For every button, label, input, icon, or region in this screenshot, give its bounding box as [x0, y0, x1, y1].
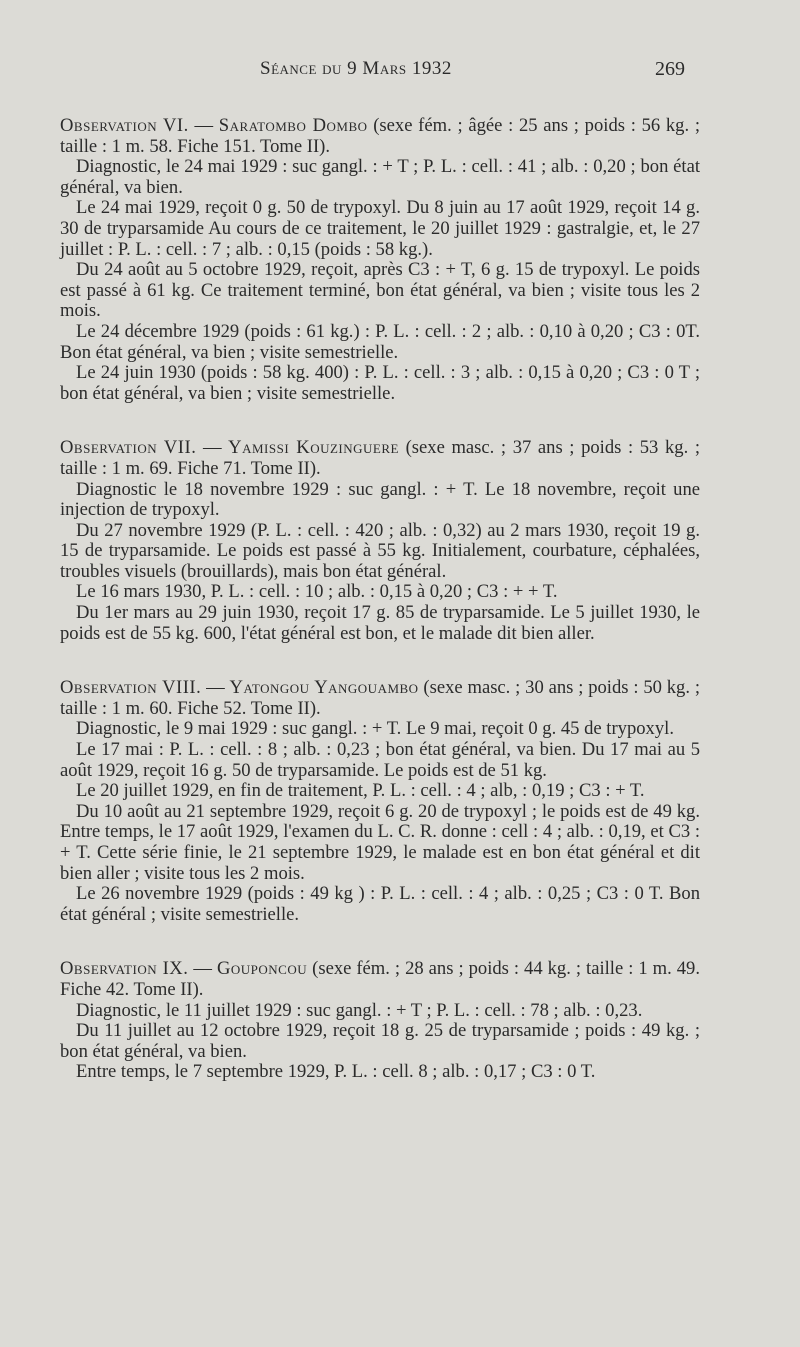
page-header — [0, 58, 800, 88]
paragraph: Le 26 novembre 1929 (poids : 49 kg ) : P. L. : cell. : 4 ; alb. : 0,25 ; C3 : 0 T. Bon état général ; visite semestrielle. — [60, 883, 700, 925]
paragraph: Diagnostic, le 24 mai 1929 : suc gangl. : + T ; P. L. : cell. : 41 ; alb. : 0,20 ; bon état général, va bien. — [60, 156, 700, 198]
observation-label: Observation IX. — [60, 958, 189, 980]
paragraph: Du 10 août au 21 septembre 1929, reçoit 6 g. 20 de trypoxyl ; le poids est de 49 kg. Entre temps, le 17 août 1929, l'examen du L. C. R. donne : cell : 4 ; alb. : 0,19, et C3 : + T. Cette série finie, le 21 septembre 1929, le malade est en bon état général et dit bien aller ; visite tous les 2 mois. — [60, 800, 700, 884]
paragraph: Du 27 novembre 1929 (P. L. : cell. : 420 ; alb. : 0,32) au 2 mars 1930, reçoit 19 g. 15 de tryparsamide. Le poids est passé à 55 kg. Initialement, courbature, céphalées, troubles visuels (brouillards), mais bon état général. — [60, 519, 700, 582]
paragraph: Observation IX. — Gouponcou (sexe fém. ; 28 ans ; poids : 44 kg. ; taille : 1 m. 49. Fiche 42. Tome II). — [60, 958, 700, 1000]
paragraph: Le 24 décembre 1929 (poids : 61 kg.) : P. L. : cell. : 2 ; alb. : 0,10 à 0,20 ; C3 : 0T. Bon état général, va bien ; visite semestrielle. — [60, 320, 700, 363]
paragraph: Le 24 mai 1929, reçoit 0 g. 50 de trypoxyl. Du 8 juin au 17 août 1929, reçoit 14 g. 30 de tryparsamide Au cours de ce traitement, le 20 juillet 1929 : gastralgie, et, le 27 juillet : P. L. : cell. : 7 ; alb. : 0,15 (poids : 58 kg.). — [60, 197, 700, 260]
page-number: 269 — [655, 58, 685, 80]
paragraph: Observation VII. — Yamissi Kouzinguere (sexe masc. ; 37 ans ; poids : 53 kg. ; taille : 1 m. 69. Fiche 71. Tome II). — [60, 437, 700, 479]
paragraph: Du 11 juillet au 12 octobre 1929, reçoit 18 g. 25 de tryparsamide ; poids : 49 kg. ; bon état général, va bien. — [60, 1020, 700, 1062]
patient-details: (sexe masc. ; 37 ans ; poids : 53 kg. ; taille : 1 m. 69. Fiche 71. Tome II). — [60, 437, 700, 479]
paragraph: Diagnostic le 18 novembre 1929 : suc gangl. : + T. Le 18 novembre, reçoit une injection de trypoxyl. — [60, 478, 700, 521]
paragraph: Diagnostic, le 9 mai 1929 : suc gangl. : + T. Le 9 mai, reçoit 0 g. 45 de trypoxyl. — [76, 718, 674, 740]
paragraph: Le 17 mai : P. L. : cell. : 8 ; alb. : 0,23 ; bon état général, va bien. Du 17 mai au 5 août 1929, reçoit 16 g. 50 de tryparsamide. Le poids est de 51 kg. — [60, 739, 700, 781]
paragraph: Le 16 mars 1930, P. L. : cell. : 10 ; alb. : 0,15 à 0,20 ; C3 : + + T. — [76, 581, 558, 603]
paragraph: Observation VI. — Saratombo Dombo (sexe fém. ; âgée : 25 ans ; poids : 56 kg. ; taille : 1 m. 58. Fiche 151. Tome II). — [60, 115, 701, 157]
observation-ix — [60, 959, 700, 1083]
patient-details: (sexe fém. ; âgée : 25 ans ; poids : 56 kg. ; taille : 1 m. 58. Fiche 151. Tome II). — [60, 115, 701, 157]
running-title: Séance du 9 Mars 1932 — [260, 58, 452, 79]
patient-name: Yamissi Kouzinguere — [228, 437, 399, 459]
patient-details: (sexe fém. ; 28 ans ; poids : 44 kg. ; taille : 1 m. 49. Fiche 42. Tome II). — [60, 958, 700, 1000]
patient-name: Saratombo Dombo — [218, 115, 368, 136]
observation-label: Observation VII. — [60, 437, 197, 459]
paragraph: Du 24 août au 5 octobre 1929, reçoit, après C3 : + T, 6 g. 15 de trypoxyl. Le poids est passé à 61 kg. Ce traitement terminé, bon état général, va bien ; visite tous les 2 mois. — [60, 259, 700, 322]
observation-label: Observation VIII. — [60, 677, 202, 699]
body-text — [60, 116, 700, 1117]
observation-label: Observation VI. — [60, 115, 189, 136]
paragraph: Diagnostic, le 11 juillet 1929 : suc gangl. : + T ; P. L. : cell. : 78 ; alb. : 0,23. — [76, 999, 643, 1021]
paragraph: Entre temps, le 7 septembre 1929, P. L. : cell. 8 ; alb. : 0,17 ; C3 : 0 T. — [76, 1061, 596, 1083]
patient-name: Gouponcou — [216, 958, 308, 980]
paragraph: Le 24 juin 1930 (poids : 58 kg. 400) : P. L. : cell. : 3 ; alb. : 0,15 à 0,20 ; C3 : 0 T ; bon état général, va bien ; visite semestrielle. — [60, 362, 700, 404]
paragraph: Du 1er mars au 29 juin 1930, reçoit 17 g. 85 de tryparsamide. Le 5 juillet 1930, le poids est de 55 kg. 600, l'état général est bon, et le malade dit bien aller. — [60, 602, 700, 644]
patient-name: Yatongou Yangouambo — [229, 677, 419, 699]
paragraph: Observation VIII. — Yatongou Yangouambo (sexe masc. ; 30 ans ; poids : 50 kg. ; taille : 1 m. 60. Fiche 52. Tome II). — [60, 677, 701, 719]
observation-viii — [60, 678, 700, 925]
patient-details: (sexe masc. ; 30 ans ; poids : 50 kg. ; taille : 1 m. 60. Fiche 52. Tome II). — [60, 677, 701, 719]
observation-vi — [60, 116, 700, 404]
observation-vii — [60, 438, 700, 644]
paragraph: Le 20 juillet 1929, en fin de traitement, P. L. : cell. : 4 ; alb, : 0,19 ; C3 : + T. — [76, 780, 645, 802]
